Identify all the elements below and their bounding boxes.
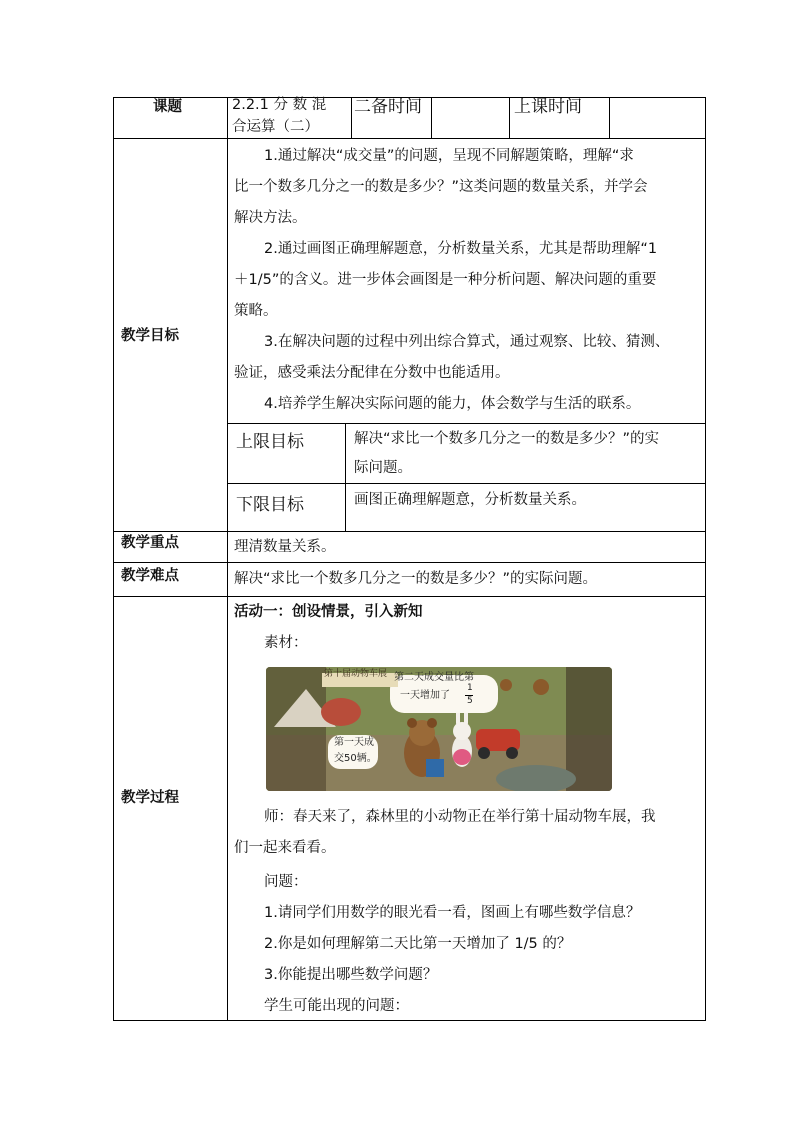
table-border-left xyxy=(113,97,114,1021)
difficulty-label: 教学难点 xyxy=(121,568,179,584)
header-divider xyxy=(431,97,432,138)
upper-goal-text-line1: 解决“求比一个数多几分之一的数是多少？”的实 xyxy=(354,431,660,447)
questions-label: 问题： xyxy=(264,874,308,890)
row-divider xyxy=(113,531,706,532)
goal-3-line: 3.在解决问题的过程中列出综合算式，通过观察、比较、猜测、 xyxy=(264,334,670,350)
lower-goal-text: 画图正确理解题意，分析数量关系。 xyxy=(354,492,586,508)
teacher-speech xyxy=(234,802,700,864)
table-border-right xyxy=(705,97,706,1021)
goal-1-line: 1.通过解决“成交量”的问题，呈现不同解题策略，理解“求 xyxy=(264,148,634,164)
row-divider xyxy=(227,483,706,484)
lesson-title-line2: 合运算（二） xyxy=(232,119,319,135)
goal-1 xyxy=(234,141,700,234)
table-border-bottom xyxy=(113,1020,706,1021)
header-divider xyxy=(609,97,610,138)
possible-questions-label: 学生可能出现的问题： xyxy=(264,998,409,1014)
goal-3-line: 验证，感受乘法分配律在分数中也能适用。 xyxy=(234,365,510,381)
teacher-speech-line: 师：春天来了，森林里的小动物正在举行第十届动物车展，我 xyxy=(264,809,656,825)
goal-2-line: 策略。 xyxy=(234,303,278,319)
goal-2-line: 2.通过画图正确理解题意，分析数量关系，尤其是帮助理解“1 xyxy=(264,241,658,257)
question-item: 3.你能提出哪些数学问题？ xyxy=(264,967,438,983)
lesson-title-line1: 2.2.1 分 数 混 xyxy=(232,97,327,113)
goals-row-label: 教学目标 xyxy=(121,328,179,344)
illustration-photo xyxy=(266,667,612,791)
bubble-left-line1: 第一天成 xyxy=(334,737,374,748)
goal-1-line: 解决方法。 xyxy=(234,210,307,226)
bubble-right-line1: 第二天成交量比第 xyxy=(394,672,474,683)
bubble-left-line2: 交50辆。 xyxy=(334,753,377,764)
header-divider xyxy=(509,97,510,138)
fraction-denominator: 5 xyxy=(467,696,473,706)
upper-goal-text-line2: 际问题。 xyxy=(354,460,412,476)
question-item: 1.请同学们用数学的眼光看一看，图画上有哪些数学信息？ xyxy=(264,905,641,921)
goal-2 xyxy=(234,234,700,327)
fraction-numerator: 1 xyxy=(467,683,473,693)
row-divider xyxy=(113,562,706,563)
difficulty-text: 解决“求比一个数多几分之一的数是多少？”的实际问题。 xyxy=(234,571,598,587)
lesson-label: 课题 xyxy=(153,99,182,115)
key-point-label: 教学重点 xyxy=(121,535,179,551)
bubble-right-line2: 一天增加了 xyxy=(400,690,450,701)
material-label: 素材： xyxy=(264,635,308,651)
illustration-banner: 第十届动物车展 xyxy=(324,669,388,679)
goal-2-line: ＋1/5”的含义。进一步体会画图是一种分析问题、解决问题的重要 xyxy=(234,272,657,288)
upper-goal-label: 上限目标 xyxy=(236,432,304,452)
activity-title: 活动一：创设情景，引入新知 xyxy=(234,604,423,620)
lower-goal-label: 下限目标 xyxy=(236,495,304,515)
table-column-divider xyxy=(227,97,228,1021)
teacher-speech-line: 们一起来看看。 xyxy=(234,840,336,856)
goal-4-line: 4.培养学生解决实际问题的能力，体会数学与生活的联系。 xyxy=(264,396,641,412)
row-divider xyxy=(113,138,706,139)
key-point-text: 理清数量关系。 xyxy=(234,539,336,555)
class-time-label: 上课时间 xyxy=(514,97,582,117)
fraction-bar xyxy=(465,695,473,696)
process-label: 教学过程 xyxy=(121,790,179,806)
goal-4 xyxy=(234,389,700,420)
prep-time-label: 二备时间 xyxy=(354,97,422,117)
question-item: 2.你是如何理解第二天比第一天增加了 1/5 的？ xyxy=(264,936,572,952)
goal-1-line: 比一个数多几分之一的数是多少？”这类问题的数量关系，并学会 xyxy=(234,179,648,195)
goal-subtable-divider xyxy=(345,423,346,531)
goal-3 xyxy=(234,327,700,389)
header-divider xyxy=(351,97,352,138)
